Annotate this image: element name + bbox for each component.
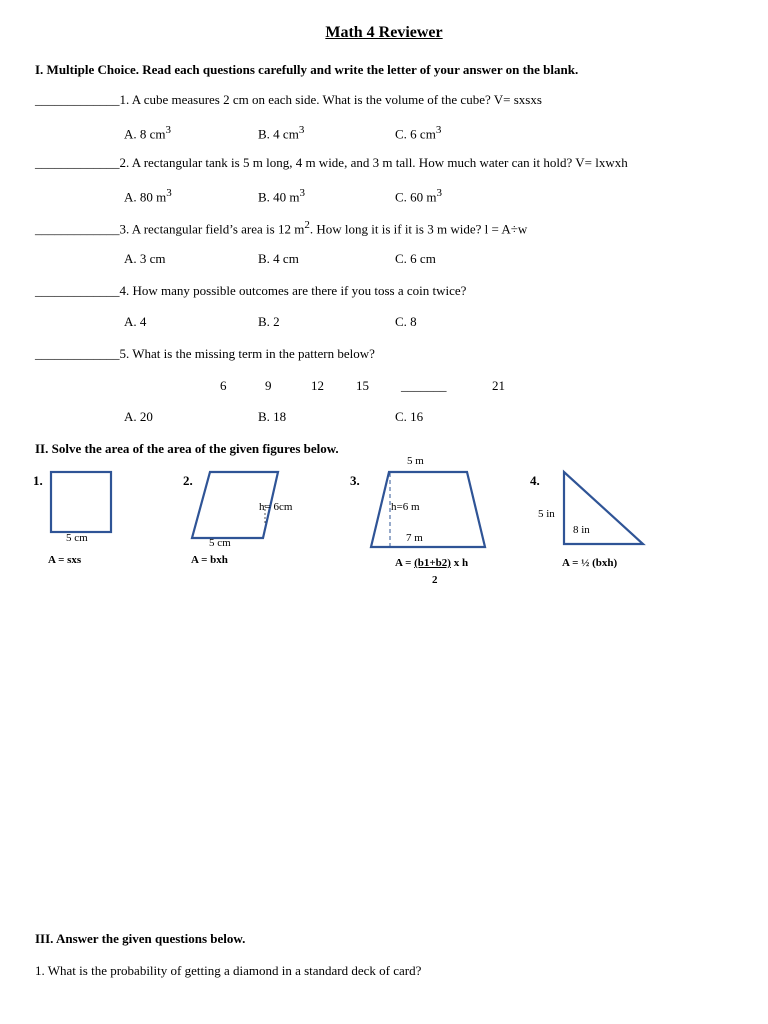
q3-option-a: A. 3 cm	[124, 251, 166, 266]
q3-option-c: C. 6 cm	[395, 251, 436, 266]
section-3-question-1: 1. What is the probability of getting a diamond in a standard deck of card?	[35, 963, 422, 978]
page-title: Math 4 Reviewer	[325, 24, 443, 41]
section-3-heading: III. Answer the given questions below.	[35, 931, 246, 946]
q5-option-b: B. 18	[258, 409, 287, 424]
figure-4-number: 4.	[530, 473, 540, 488]
figure-2-base-label: 5 cm	[209, 537, 231, 549]
answer-blank-5[interactable]: _____________	[35, 346, 120, 361]
figure-3-base-label: 7 m	[406, 532, 423, 544]
figure-1-base-label: 5 cm	[66, 532, 88, 544]
figure-2-number: 2.	[183, 473, 193, 488]
pattern-blank[interactable]: _______	[401, 378, 447, 393]
q2-option-b: B. 40 $m^3$	[258, 187, 306, 205]
answer-blank-2[interactable]: _____________	[35, 155, 120, 170]
q4-option-b: B. 2	[258, 314, 280, 329]
answer-blank-3[interactable]: _____________	[35, 221, 120, 237]
q5-option-a: A. 20	[124, 409, 153, 424]
figure-2-formula: A = bxh	[191, 554, 228, 566]
square-shape	[51, 472, 111, 532]
figure-4-base-label: 8 in	[573, 524, 590, 536]
pattern-term: 15	[356, 378, 369, 393]
q5-option-c: C. 16	[395, 409, 424, 424]
figure-2-height-label: h= 6cm	[259, 501, 293, 513]
answer-blank-4[interactable]: _____________	[35, 283, 120, 298]
pattern-term: 12	[311, 378, 324, 393]
q1-option-c: C. 6 $cm^3$	[395, 124, 442, 142]
trapezoid-shape	[371, 472, 485, 547]
pattern-term: 6	[220, 378, 227, 393]
figure-4-formula: A = ½ (bxh)	[562, 557, 618, 569]
question-3: _____________3. A rectangular field’s area is 12 $m^2$. How long it is if it is 3 m wide? l = A÷w	[35, 219, 528, 237]
pattern-term: 9	[265, 378, 272, 393]
q3-option-b: B. 4 cm	[258, 251, 299, 266]
figure-3-height-label: h=6 m	[391, 501, 420, 513]
figure-4-height-label: 5 in	[538, 508, 555, 520]
q2-option-a: A. 80 $m^3$	[124, 187, 172, 205]
q4-option-a: A. 4	[124, 314, 147, 329]
figure-3-formula: A = (b1+b2) x h	[395, 557, 469, 569]
q1-option-a: A. 8 $cm^3$	[124, 124, 172, 142]
question-4-text: 4. How many possible outcomes are there if you toss a coin twice?	[119, 283, 467, 298]
question-2-text: 2. A rectangular tank is 5 m long, 4 m wide, and 3 m tall. How much water can it hold? V= lxwxh	[119, 155, 628, 170]
section-2-heading: II. Solve the area of the area of the given figures below.	[35, 441, 339, 456]
question-1-text: 1. A cube measures 2 cm on each side. What is the volume of the cube? V= sxsxs	[119, 92, 542, 107]
figure-3-formula-denominator: 2	[432, 574, 438, 586]
q1-option-b: B. 4 $cm^3$	[258, 124, 305, 142]
figure-1-number: 1.	[33, 473, 43, 488]
figure-3-number: 3.	[350, 473, 360, 488]
figure-1-formula: A = sxs	[48, 554, 82, 566]
figure-3-top-label: 5 m	[407, 455, 424, 467]
answer-blank-1[interactable]: _____________	[35, 92, 120, 107]
q2-option-c: C. 60 $m^3$	[395, 187, 443, 205]
question-5-text: 5. What is the missing term in the pattern below?	[119, 346, 375, 361]
section-1-heading: I. Multiple Choice. Read each questions carefully and write the letter of your answer on the blank.	[35, 62, 579, 77]
q4-option-c: C. 8	[395, 314, 417, 329]
pattern-term: 21	[492, 378, 505, 393]
